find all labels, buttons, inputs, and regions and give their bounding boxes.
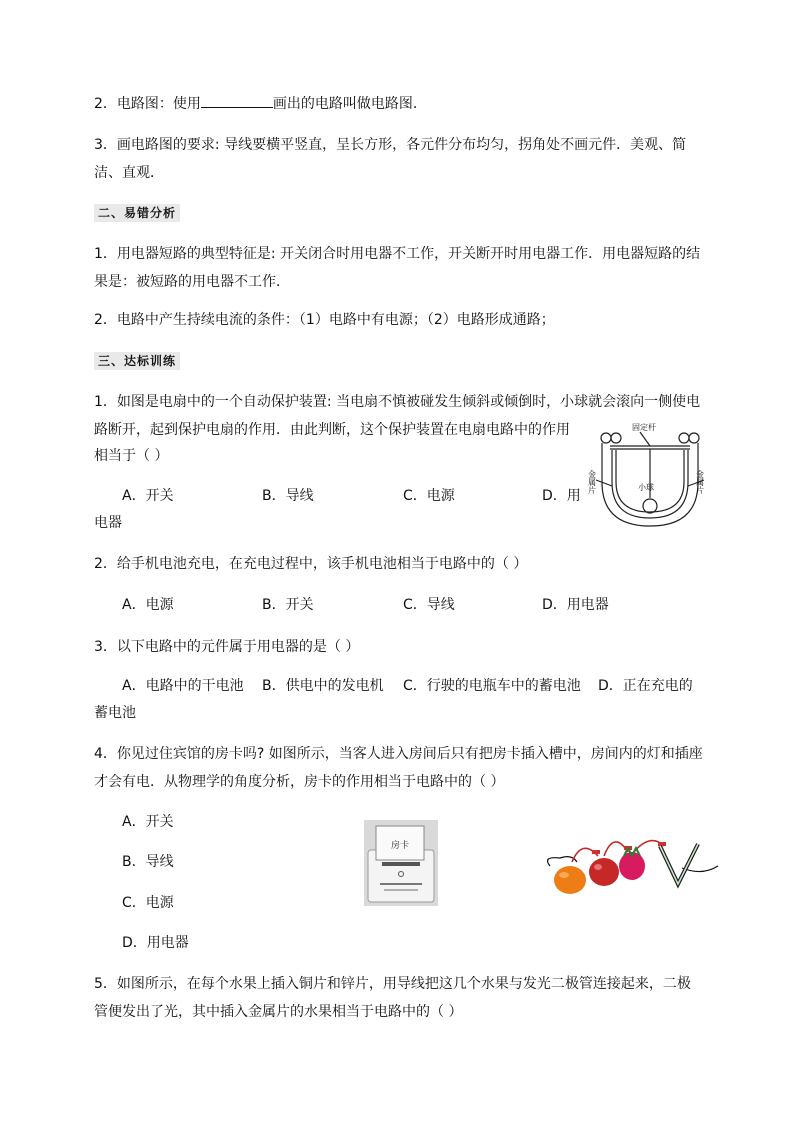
q4-text: 4．你见过住宾馆的房卡吗? 如图所示，当客人进入房间后只有把房卡插入槽中，房间内的灯和插座才会有电．从物理学的角度分析，房卡的作用相当于电路中的（ ）: [94, 746, 703, 790]
sec2-heading: 二、易错分析: [94, 204, 180, 222]
q2-option-c: C．导线: [403, 597, 455, 613]
sec2-item1: 1．用电器短路的典型特征是: 开关闭合时用电器不工作，开关断开时用电器工作．用电器短路的结果是：被短路的用电器不工作．: [94, 246, 701, 290]
room-card-photo: [364, 820, 438, 906]
q5-text: 5．如图所示，在每个水果上插入铜片和锌片，用导线把这几个水果与发光二极管连接起来，二极管便发出了光，其中插入金属片的水果相当于电路中的（ ）: [94, 976, 691, 1020]
sec1-item2: [94, 90, 704, 118]
q2-option-b: B．开关: [262, 597, 314, 613]
fill-blank: [201, 93, 273, 108]
q2-option-a: A．电源: [122, 597, 174, 613]
q1-line2: 路断开，起到保护电扇的作用．由此判断，这个保护装置在电扇电路中的作用: [94, 422, 570, 438]
sec2-item2: 2．电路中产生持续电流的条件：（1）电路中有电源；（2）电路形成通路；: [94, 312, 555, 328]
fig-label-rod: 固定杆: [632, 423, 656, 432]
q1-option-a: A．开关: [122, 488, 174, 504]
fruit-battery-photo: [532, 826, 722, 896]
q3-option-a: A．电路中的干电池: [122, 678, 244, 694]
fig-label-right-group: [696, 469, 705, 495]
q4-option-b: B．导线: [122, 854, 174, 870]
fig-label-left: 金属片: [587, 470, 597, 494]
q2-text: 2．给手机电池充电，在充电过程中，该手机电池相当于电路中的（ ）: [94, 556, 528, 572]
sec1-item2-suffix: 画出的电路叫做电路图．: [272, 96, 427, 112]
q1-option-d-wrap: 电器: [94, 515, 122, 531]
q3-option-c: C．行驶的电瓶车中的蓄电池: [403, 678, 581, 694]
sec1-item2-prefix: 2．电路图：使用: [94, 96, 201, 112]
q3-text: 3．以下电路中的元件属于用电器的是（ ）: [94, 639, 360, 655]
q3-option-d-wrap: 蓄电池: [94, 705, 136, 721]
q4-option-a: A．开关: [122, 814, 174, 830]
fig-label-left-group: [588, 469, 597, 495]
q1-option-b: B．导线: [262, 488, 314, 504]
sec3-heading: 三、达标训练: [94, 352, 180, 370]
q3-option-b: B．供电中的发电机: [262, 678, 384, 694]
q2-option-d: D．用电器: [542, 597, 609, 613]
q1-line1: 1．如图是电扇中的一个自动保护装置: 当电扇不慎被碰发生倾斜或倾倒时，小球就会滚向一侧使电: [94, 394, 701, 410]
q1-option-d: D．用: [542, 488, 581, 504]
room-card-label: 房卡: [390, 841, 410, 851]
q4-option-c: C．电源: [122, 895, 174, 911]
q3-option-d: D．正在充电的: [598, 678, 693, 694]
q1-line3: 相当于（ ）: [94, 448, 169, 464]
fig-label-right: 金属片: [695, 470, 705, 494]
q4-option-d: D．用电器: [122, 935, 189, 951]
sec1-item3: 3．画电路图的要求: 导线要横平竖直，呈长方形，各元件分布均匀，拐角处不画元件．美观、简洁、直观．: [94, 137, 687, 181]
fig-label-ball: 小球: [638, 483, 654, 492]
protection-device-figure: [587, 420, 708, 532]
q1-option-c: C．电源: [403, 488, 455, 504]
